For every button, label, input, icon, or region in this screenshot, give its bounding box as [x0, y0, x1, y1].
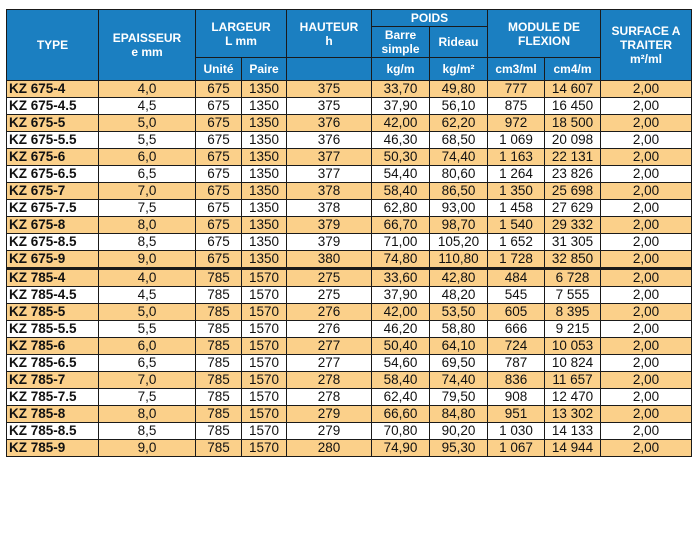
cell-width-unit: 785 — [196, 406, 242, 423]
cell-modulus-cm4: 25 698 — [545, 183, 601, 200]
cell-width-unit: 675 — [196, 200, 242, 217]
table-row — [7, 115, 692, 132]
cell-width-unit: 785 — [196, 440, 242, 457]
cell-thickness: 5,0 — [99, 304, 196, 321]
cell-weight-single: 58,40 — [372, 372, 430, 389]
cell-modulus-cm3: 1 540 — [488, 217, 545, 234]
cell-width-pair: 1570 — [242, 287, 287, 304]
cell-modulus-cm3: 951 — [488, 406, 545, 423]
cell-modulus-cm4: 9 215 — [545, 321, 601, 338]
cell-type: KZ 675-6 — [7, 149, 99, 166]
cell-width-pair: 1570 — [242, 321, 287, 338]
cell-height: 376 — [287, 115, 372, 132]
cell-modulus-cm4: 7 555 — [545, 287, 601, 304]
cell-thickness: 6,5 — [99, 166, 196, 183]
cell-weight-single: 54,60 — [372, 355, 430, 372]
cell-modulus-cm3: 1 728 — [488, 251, 545, 269]
cell-width-pair: 1350 — [242, 115, 287, 132]
cell-surface: 2,00 — [601, 440, 692, 457]
header-type: TYPE — [7, 10, 99, 81]
cell-thickness: 4,0 — [99, 81, 196, 98]
cell-weight-single: 42,00 — [372, 304, 430, 321]
header-thickness: EPAISSEUR e mm — [99, 10, 196, 81]
cell-modulus-cm4: 10 053 — [545, 338, 601, 355]
cell-height: 376 — [287, 132, 372, 149]
header-width-pair: Paire — [242, 58, 287, 81]
table-row — [7, 149, 692, 166]
cell-surface: 2,00 — [601, 183, 692, 200]
cell-modulus-cm4: 16 450 — [545, 98, 601, 115]
cell-width-pair: 1570 — [242, 355, 287, 372]
cell-weight-single: 37,90 — [372, 287, 430, 304]
cell-thickness: 7,0 — [99, 372, 196, 389]
table-row — [7, 287, 692, 304]
cell-weight-curtain: 58,80 — [430, 321, 488, 338]
cell-width-pair: 1570 — [242, 269, 287, 287]
cell-thickness: 7,0 — [99, 183, 196, 200]
cell-modulus-cm3: 777 — [488, 81, 545, 98]
header-weight-single: Barre simple — [372, 27, 430, 58]
header-modulus: MODULE DE FLEXION — [488, 10, 601, 58]
cell-weight-curtain: 48,20 — [430, 287, 488, 304]
cell-modulus-cm4: 23 826 — [545, 166, 601, 183]
cell-modulus-cm3: 1 069 — [488, 132, 545, 149]
cell-type: KZ 675-5.5 — [7, 132, 99, 149]
cell-height: 275 — [287, 269, 372, 287]
table-row — [7, 251, 692, 269]
cell-width-unit: 785 — [196, 338, 242, 355]
cell-type: KZ 675-7.5 — [7, 200, 99, 217]
cell-type: KZ 675-6.5 — [7, 166, 99, 183]
table-row — [7, 166, 692, 183]
table-header — [7, 10, 692, 81]
header-weight-curtain: Rideau — [430, 27, 488, 58]
table-row — [7, 389, 692, 406]
cell-thickness: 8,5 — [99, 423, 196, 440]
cell-surface: 2,00 — [601, 287, 692, 304]
cell-weight-single: 66,60 — [372, 406, 430, 423]
cell-width-pair: 1570 — [242, 389, 287, 406]
cell-height: 377 — [287, 149, 372, 166]
cell-type: KZ 675-5 — [7, 115, 99, 132]
table-body — [7, 81, 692, 457]
header-weight-single-unit: kg/m — [372, 58, 430, 81]
cell-weight-single: 46,20 — [372, 321, 430, 338]
cell-width-unit: 675 — [196, 115, 242, 132]
cell-type: KZ 785-5 — [7, 304, 99, 321]
cell-modulus-cm3: 484 — [488, 269, 545, 287]
cell-weight-curtain: 69,50 — [430, 355, 488, 372]
cell-surface: 2,00 — [601, 217, 692, 234]
table-row — [7, 98, 692, 115]
cell-thickness: 7,5 — [99, 389, 196, 406]
cell-thickness: 5,5 — [99, 321, 196, 338]
cell-surface: 2,00 — [601, 372, 692, 389]
cell-weight-curtain: 98,70 — [430, 217, 488, 234]
cell-type: KZ 785-9 — [7, 440, 99, 457]
cell-surface: 2,00 — [601, 338, 692, 355]
cell-thickness: 7,5 — [99, 200, 196, 217]
cell-modulus-cm3: 875 — [488, 98, 545, 115]
cell-weight-curtain: 95,30 — [430, 440, 488, 457]
cell-modulus-cm3: 545 — [488, 287, 545, 304]
cell-height: 277 — [287, 355, 372, 372]
cell-weight-curtain: 42,80 — [430, 269, 488, 287]
cell-weight-curtain: 74,40 — [430, 372, 488, 389]
cell-width-pair: 1350 — [242, 166, 287, 183]
cell-weight-curtain: 80,60 — [430, 166, 488, 183]
cell-surface: 2,00 — [601, 406, 692, 423]
cell-height: 276 — [287, 304, 372, 321]
cell-width-pair: 1570 — [242, 406, 287, 423]
cell-type: KZ 785-8.5 — [7, 423, 99, 440]
header-weight: POIDS — [372, 10, 488, 27]
cell-modulus-cm3: 1 652 — [488, 234, 545, 251]
cell-width-pair: 1350 — [242, 234, 287, 251]
cell-width-unit: 785 — [196, 321, 242, 338]
header-modulus-unit2: cm4/m — [545, 58, 601, 81]
cell-weight-single: 62,40 — [372, 389, 430, 406]
cell-surface: 2,00 — [601, 115, 692, 132]
cell-height: 375 — [287, 98, 372, 115]
cell-width-pair: 1570 — [242, 423, 287, 440]
table-row — [7, 338, 692, 355]
cell-width-pair: 1350 — [242, 200, 287, 217]
cell-modulus-cm4: 11 657 — [545, 372, 601, 389]
cell-thickness: 9,0 — [99, 440, 196, 457]
cell-weight-curtain: 105,20 — [430, 234, 488, 251]
cell-width-unit: 785 — [196, 355, 242, 372]
cell-weight-single: 74,90 — [372, 440, 430, 457]
cell-modulus-cm4: 8 395 — [545, 304, 601, 321]
cell-width-pair: 1570 — [242, 304, 287, 321]
cell-surface: 2,00 — [601, 98, 692, 115]
cell-weight-single: 58,40 — [372, 183, 430, 200]
cell-surface: 2,00 — [601, 355, 692, 372]
table-row — [7, 423, 692, 440]
cell-type: KZ 785-4.5 — [7, 287, 99, 304]
cell-weight-single: 33,70 — [372, 81, 430, 98]
cell-height: 276 — [287, 321, 372, 338]
cell-surface: 2,00 — [601, 81, 692, 98]
cell-width-pair: 1350 — [242, 183, 287, 200]
cell-type: KZ 675-4.5 — [7, 98, 99, 115]
cell-modulus-cm4: 14 133 — [545, 423, 601, 440]
cell-modulus-cm4: 31 305 — [545, 234, 601, 251]
cell-height: 375 — [287, 81, 372, 98]
cell-modulus-cm3: 724 — [488, 338, 545, 355]
cell-modulus-cm4: 22 131 — [545, 149, 601, 166]
cell-height: 378 — [287, 200, 372, 217]
cell-thickness: 6,0 — [99, 149, 196, 166]
cell-weight-single: 70,80 — [372, 423, 430, 440]
cell-weight-single: 33,60 — [372, 269, 430, 287]
cell-modulus-cm3: 1 163 — [488, 149, 545, 166]
cell-type: KZ 785-7.5 — [7, 389, 99, 406]
cell-height: 275 — [287, 287, 372, 304]
table-row — [7, 81, 692, 98]
cell-weight-curtain: 49,80 — [430, 81, 488, 98]
cell-weight-curtain: 90,20 — [430, 423, 488, 440]
table-row — [7, 355, 692, 372]
cell-surface: 2,00 — [601, 304, 692, 321]
cell-surface: 2,00 — [601, 321, 692, 338]
table-row — [7, 321, 692, 338]
cell-surface: 2,00 — [601, 132, 692, 149]
cell-height: 278 — [287, 372, 372, 389]
table-row — [7, 234, 692, 251]
cell-thickness: 8,0 — [99, 217, 196, 234]
cell-type: KZ 785-5.5 — [7, 321, 99, 338]
cell-weight-curtain: 68,50 — [430, 132, 488, 149]
cell-surface: 2,00 — [601, 251, 692, 269]
cell-modulus-cm4: 6 728 — [545, 269, 601, 287]
cell-surface: 2,00 — [601, 166, 692, 183]
cell-type: KZ 675-8 — [7, 217, 99, 234]
cell-weight-curtain: 84,80 — [430, 406, 488, 423]
cell-weight-curtain: 79,50 — [430, 389, 488, 406]
cell-width-pair: 1350 — [242, 132, 287, 149]
cell-weight-single: 50,30 — [372, 149, 430, 166]
cell-width-unit: 675 — [196, 166, 242, 183]
cell-modulus-cm3: 1 264 — [488, 166, 545, 183]
cell-width-pair: 1570 — [242, 338, 287, 355]
cell-height: 280 — [287, 440, 372, 457]
cell-width-unit: 675 — [196, 217, 242, 234]
cell-type: KZ 785-6 — [7, 338, 99, 355]
cell-height: 277 — [287, 338, 372, 355]
header-surface: SURFACE A TRAITER m²/ml — [601, 10, 692, 81]
table-row — [7, 183, 692, 200]
cell-weight-curtain: 74,40 — [430, 149, 488, 166]
cell-surface: 2,00 — [601, 149, 692, 166]
table-row — [7, 217, 692, 234]
spec-table — [6, 9, 692, 457]
cell-weight-single: 71,00 — [372, 234, 430, 251]
cell-width-unit: 785 — [196, 287, 242, 304]
cell-weight-single: 74,80 — [372, 251, 430, 269]
cell-modulus-cm4: 27 629 — [545, 200, 601, 217]
cell-modulus-cm4: 12 470 — [545, 389, 601, 406]
table-row — [7, 406, 692, 423]
cell-surface: 2,00 — [601, 234, 692, 251]
cell-thickness: 4,5 — [99, 98, 196, 115]
cell-height: 379 — [287, 234, 372, 251]
cell-modulus-cm3: 666 — [488, 321, 545, 338]
cell-modulus-cm3: 1 350 — [488, 183, 545, 200]
cell-height: 378 — [287, 183, 372, 200]
cell-modulus-cm3: 1 458 — [488, 200, 545, 217]
cell-width-unit: 675 — [196, 132, 242, 149]
cell-modulus-cm3: 908 — [488, 389, 545, 406]
cell-thickness: 6,0 — [99, 338, 196, 355]
cell-weight-single: 42,00 — [372, 115, 430, 132]
cell-width-unit: 675 — [196, 183, 242, 200]
cell-surface: 2,00 — [601, 200, 692, 217]
cell-weight-single: 54,40 — [372, 166, 430, 183]
cell-modulus-cm4: 14 607 — [545, 81, 601, 98]
cell-width-unit: 785 — [196, 269, 242, 287]
cell-weight-single: 66,70 — [372, 217, 430, 234]
cell-thickness: 5,0 — [99, 115, 196, 132]
table-row — [7, 269, 692, 287]
cell-thickness: 5,5 — [99, 132, 196, 149]
cell-modulus-cm3: 972 — [488, 115, 545, 132]
cell-height: 279 — [287, 406, 372, 423]
cell-height: 379 — [287, 217, 372, 234]
cell-modulus-cm3: 1 030 — [488, 423, 545, 440]
cell-modulus-cm4: 13 302 — [545, 406, 601, 423]
cell-thickness: 4,5 — [99, 287, 196, 304]
table-row — [7, 304, 692, 321]
cell-width-pair: 1350 — [242, 98, 287, 115]
cell-type: KZ 675-7 — [7, 183, 99, 200]
cell-type: KZ 785-6.5 — [7, 355, 99, 372]
cell-height: 380 — [287, 251, 372, 269]
header-weight-curtain-unit: kg/m² — [430, 58, 488, 81]
cell-weight-curtain: 110,80 — [430, 251, 488, 269]
table-row — [7, 200, 692, 217]
cell-weight-single: 62,80 — [372, 200, 430, 217]
cell-width-unit: 785 — [196, 304, 242, 321]
header-height-blank — [287, 58, 372, 81]
cell-width-unit: 675 — [196, 81, 242, 98]
cell-weight-single: 50,40 — [372, 338, 430, 355]
cell-surface: 2,00 — [601, 269, 692, 287]
cell-weight-single: 46,30 — [372, 132, 430, 149]
cell-height: 278 — [287, 389, 372, 406]
cell-modulus-cm3: 836 — [488, 372, 545, 389]
cell-weight-curtain: 56,10 — [430, 98, 488, 115]
header-height: HAUTEUR h — [287, 10, 372, 58]
cell-type: KZ 675-8.5 — [7, 234, 99, 251]
cell-width-pair: 1350 — [242, 149, 287, 166]
cell-width-unit: 785 — [196, 389, 242, 406]
cell-weight-curtain: 53,50 — [430, 304, 488, 321]
cell-width-unit: 675 — [196, 98, 242, 115]
cell-modulus-cm4: 18 500 — [545, 115, 601, 132]
header-width: LARGEUR L mm — [196, 10, 287, 58]
cell-thickness: 4,0 — [99, 269, 196, 287]
cell-weight-curtain: 93,00 — [430, 200, 488, 217]
cell-width-pair: 1350 — [242, 251, 287, 269]
header-width-unit: Unité — [196, 58, 242, 81]
cell-weight-curtain: 62,20 — [430, 115, 488, 132]
cell-width-pair: 1350 — [242, 217, 287, 234]
header-modulus-unit1: cm3/ml — [488, 58, 545, 81]
cell-modulus-cm3: 787 — [488, 355, 545, 372]
cell-width-unit: 675 — [196, 251, 242, 269]
cell-width-unit: 675 — [196, 234, 242, 251]
cell-type: KZ 675-9 — [7, 251, 99, 269]
cell-type: KZ 785-4 — [7, 269, 99, 287]
cell-thickness: 9,0 — [99, 251, 196, 269]
cell-weight-curtain: 86,50 — [430, 183, 488, 200]
table-row — [7, 132, 692, 149]
cell-height: 279 — [287, 423, 372, 440]
cell-modulus-cm4: 10 824 — [545, 355, 601, 372]
cell-thickness: 8,5 — [99, 234, 196, 251]
cell-width-pair: 1570 — [242, 372, 287, 389]
table-row — [7, 440, 692, 457]
cell-width-unit: 785 — [196, 423, 242, 440]
cell-width-unit: 785 — [196, 372, 242, 389]
cell-width-pair: 1350 — [242, 81, 287, 98]
cell-modulus-cm3: 605 — [488, 304, 545, 321]
cell-thickness: 8,0 — [99, 406, 196, 423]
cell-type: KZ 785-7 — [7, 372, 99, 389]
cell-thickness: 6,5 — [99, 355, 196, 372]
cell-weight-curtain: 64,10 — [430, 338, 488, 355]
cell-surface: 2,00 — [601, 423, 692, 440]
cell-surface: 2,00 — [601, 389, 692, 406]
cell-type: KZ 675-4 — [7, 81, 99, 98]
cell-weight-single: 37,90 — [372, 98, 430, 115]
table-row — [7, 372, 692, 389]
cell-width-unit: 675 — [196, 149, 242, 166]
cell-modulus-cm4: 29 332 — [545, 217, 601, 234]
cell-width-pair: 1570 — [242, 440, 287, 457]
cell-type: KZ 785-8 — [7, 406, 99, 423]
cell-modulus-cm4: 32 850 — [545, 251, 601, 269]
cell-height: 377 — [287, 166, 372, 183]
cell-modulus-cm4: 14 944 — [545, 440, 601, 457]
cell-modulus-cm4: 20 098 — [545, 132, 601, 149]
cell-modulus-cm3: 1 067 — [488, 440, 545, 457]
